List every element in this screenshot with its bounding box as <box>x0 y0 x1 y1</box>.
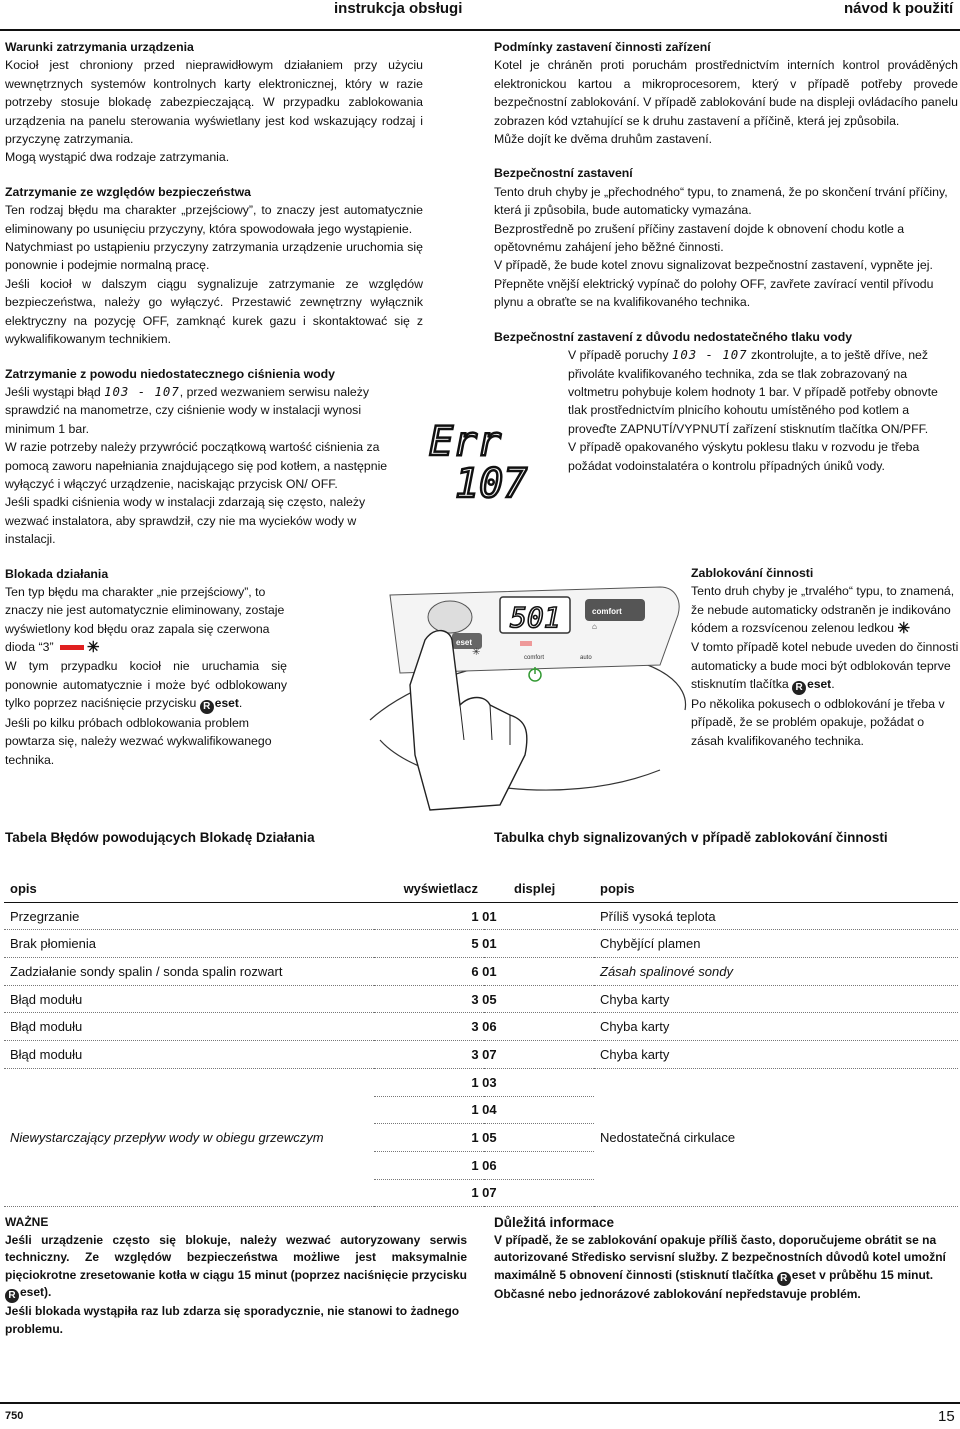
cz-paragraph: V tomto případě kotel nebude uveden do činnosti automaticky a bude moci být odblokován teprve stisknutím tlačítka <box>691 640 959 691</box>
pl-table-title: Tabela Błędów powodujących Blokadę Działania <box>5 830 315 845</box>
pl-paragraph: Natychmiast po ustąpieniu przyczyny zatrzymania urządzenie uruchomia się ponownie i podejmie normalną pracę. <box>5 240 423 273</box>
error-table-wrapper <box>4 875 958 1207</box>
cz-paragraph: V případě poruchy <box>568 348 669 363</box>
table-header: opis <box>4 875 374 902</box>
pl-section-title: Zatrzymanie z powodu niedostatecznego ciśnienia wody <box>5 366 336 381</box>
table-header: wyświetlacz <box>374 875 484 902</box>
pl-section-lockout: Blokada działania Ten typ błędu ma charakter „nie przejściowy”, to znaczy nie jest automatycznie eliminowany, zostaje wyświetlony kod błędu oraz zapala się czerwona dioda “3” ✳ W tym przypadku kocioł nie uruchamia się ponownie automatycznie i może być odblokowany tylko poprzez naciśnięcie przycisku R eset. Jeśli po kilku próbach odblokowania problem powtarza się, należy wezwać wykwalifikowanego technika. <box>5 565 287 770</box>
header-title-cz: návod k použití <box>844 0 954 17</box>
pl-section-title: Blokada działania <box>5 566 109 581</box>
cz-paragraph: Po několika pokusech o odblokování je třeba v případě, že se problém opakuje, požádat o zásah kvalifikovaného technika. <box>691 696 945 748</box>
model-number: 750 <box>5 1410 24 1422</box>
cz-section-safety <box>494 164 958 311</box>
cz-paragraph: Tento druh chyby je „trvalého“ typu, to znamená, že nebude automaticky odstraněn je indikováno kódem a rozsvícenou zelenou ledkou <box>691 584 955 636</box>
reset-icon: R eset <box>777 1267 816 1286</box>
pl-paragraph: W razie potrzeby należy przywrócić początkową wartość ciśnienia za pomocą zaworu napełniania znajdującego się pod kotłem, a następnie wyłączyć i włączyć urządzenie, naciskając przycisk ON/ OFF. <box>5 440 388 491</box>
panel-reset-label: eset <box>456 638 473 647</box>
cz-note-text: Občasné nebo jednorázové zablokování nepředstavuje problém. <box>494 1286 861 1301</box>
error-code-range: 103 - 107 <box>104 384 180 399</box>
cz-section-title: Zablokování činnosti <box>691 566 814 580</box>
table-row: Błąd modułu 3 06 Chyba karty <box>4 1013 958 1041</box>
pl-section-conditions <box>5 38 423 167</box>
table-row: 1 04 <box>4 1096 958 1124</box>
cz-important-note: Důležitá informace V případě, že se zablokování opakuje příliš často, doporučujeme obrátit se na autorizované Středisko servisní služby. Z bezpečnostních důvodů kotel umožní maximálně 5 obnovení činnosti (stisknutí tlačítka R eset v průběhu 15 minut. Občasné nebo jednorázové zablokování nepředstavuje problém. <box>494 1214 956 1303</box>
cz-note-text: V případě, že se zablokování opakuje příliš často, doporučujeme obrátit se na autorizované Středisko servisní služby. Z bezpečnostních důvodů kotel umožní maximálně 5 obnovení činnosti (stisknutí tlačítka <box>494 1232 946 1282</box>
cz-paragraph: Může dojít ke dvěma druhům zastavení. <box>494 132 713 147</box>
panel-display-code: 501 <box>510 601 561 634</box>
pl-paragraph: Jeśli kocioł w dalszym ciągu sygnalizuje zatrzymanie ze względów bezpieczeństwa, należy go wyłączyć. Przestawić zewnętrzny wyłącznik elektryczny na pozycję OFF, zamknąć kurek gazu i skontaktować się z wykwalifikowanym technikiem. <box>5 276 423 347</box>
cz-section-title: Podmínky zastavení činnosti zařízení <box>494 40 711 54</box>
cz-section-lockout: Zablokování činnosti Tento druh chyby je „trvalého“ typu, to znamená, že nebude automaticky odstraněn je indikováno kódem a rozsvícenou zelenou ledkou ✳ V tomto případě kotel nebude uveden do činnosti automaticky a bude moci být odblokován teprve stisknutím tlačítka R eset. Po několika pokusech o odblokování je třeba v případě, že se problém opakuje, požádat o zásah kvalifikovaného technika. <box>691 564 959 750</box>
table-group-popis: Nedostatečná cirkulace <box>594 1068 958 1206</box>
pl-section-title: Warunki zatrzymania urządzenia <box>5 40 194 54</box>
reset-icon: R eset <box>5 1284 44 1303</box>
pl-paragraph: Jeśli spadki ciśnienia wody w instalacji zdarzają się często, należy wezwać instalatora, aby sprawdził, czy nie ma wycieków wody w instalacji. <box>5 495 366 547</box>
error-display-illustration <box>425 415 550 505</box>
cz-paragraph: zkontrolujte, a to ještě dříve, než přivoláte kvalifikovaného technika, zda se tlak zobrazovaný na voltmetru pohybuje kolem hodnoty 1 bar. V případě potřeby obnovte tlak prostřednictvím plnicího kohoutu umístěného pod kotlem a proveďte ZAPNUTÍ/VYPNUTÍ zařízení stisknutím tlačítka ON/PFF. <box>568 348 938 436</box>
cz-section-title: Bezpečnostní zastavení <box>494 166 633 181</box>
pl-paragraph: Kocioł jest chroniony przed nieprawidłowym działaniem przy użyciu wewnętrznych systemów kontrolnych karty elektronicznej, który w razie potrzeby stosuje blokadę zabezpieczającą. W przypadku zablokowania urządzenia na panelu sterowania wyświetlany jest kod wskazujący rodzaj i przyczynę zatrzymania. <box>5 58 423 147</box>
pl-section-title: Zatrzymanie ze względów bezpieczeństwa <box>5 184 252 199</box>
display-err-text: Err <box>429 419 502 465</box>
cz-table-title: Tabulka chyb signalizovaných v případě zablokování činnosti <box>494 830 888 845</box>
reset-icon: R eset <box>200 694 239 714</box>
error-table <box>4 875 958 1207</box>
table-row: Brak płomienia 5 01 Chybějící plamen <box>4 930 958 958</box>
pl-paragraph: W tym przypadku kocioł nie uruchamia się ponownie automatycznie i może być odblokowany tylko poprzez naciśnięcie przycisku <box>5 659 287 710</box>
table-row: Błąd modułu 3 05 Chyba karty <box>4 985 958 1013</box>
red-led-icon <box>60 645 84 650</box>
pl-note-text: Jeśli blokada wystąpiła raz lub zdarza się sporadycznie, nie stanowi to żadnego problemu. <box>5 1304 460 1336</box>
table-row: 1 06 <box>4 1151 958 1179</box>
cz-section-conditions <box>494 38 958 148</box>
display-code-text: 107 <box>455 461 528 505</box>
pl-paragraph: Ten typ błędu ma charakter „nie przejściowy”, to znaczy nie jest automatycznie eliminowany, zostaje wyświetlony kod błędu oraz zapala się czerwona dioda “3” <box>5 584 285 655</box>
table-row: 1 07 <box>4 1179 958 1207</box>
page-number: 15 <box>938 1408 955 1425</box>
footer-rule <box>0 1402 960 1404</box>
cz-section-pressure <box>494 328 958 475</box>
reset-burst-icon: ✳ <box>86 638 100 656</box>
table-header-row <box>4 875 958 902</box>
pl-paragraph: Jeśli wystąpi błąd <box>5 384 101 399</box>
pl-section-safety <box>5 183 423 349</box>
pl-paragraph: Mogą wystąpić dwa rodzaje zatrzymania. <box>5 150 230 165</box>
pl-section-pressure <box>5 365 395 549</box>
error-code-range: 103 - 107 <box>671 348 748 363</box>
pl-paragraph: Ten rodzaj błędu ma charakter „przejściowy”, to znaczy jest automatycznie eliminowany po usunięciu przyczyny, która spowodowała jego wystąpienie. <box>5 203 423 236</box>
table-row: Niewystarczający przepływ wody w obiegu grzewczym 1 03 Nedostatečná cirkulace <box>4 1068 958 1096</box>
pl-paragraph: Jeśli po kilku próbach odblokowania problem powtarza się, należy wezwać wykwalifikowanego technika. <box>5 715 272 767</box>
table-row: Błąd modułu 3 07 Chyba karty <box>4 1041 958 1069</box>
cz-paragraph: V případě, že bude kotel znovu signalizovat bezpečnostní zastavení, vypněte jej. Přepněte vnější elektrický vypínač do polohy OFF, zavřete zavírací ventil přívodu plynu a obraťte se na kvalifikovaného technika. <box>494 258 934 310</box>
header-title-pl: instrukcja obsługi <box>334 0 463 17</box>
cz-note-title: Důležitá informace <box>494 1215 615 1230</box>
svg-text:✳: ✳ <box>472 647 481 658</box>
table-row: Przegrzanie 1 01 Příliš vysoká teplota <box>4 902 958 930</box>
table-header: popis <box>594 875 958 902</box>
panel-comfort-label: comfort <box>524 655 545 661</box>
header-rule <box>0 29 960 31</box>
cz-column <box>494 38 958 491</box>
pl-paragraph: , przed wezwaniem serwisu należy sprawdzić na manometrze, czy ciśnienie wody w instalacji wynosi minimum 1 bar. <box>5 384 370 436</box>
table-header: displej <box>484 875 594 902</box>
cz-paragraph: Bezprostředně po zrušení příčiny zastavení dojde k obnovení chodu kotle a opětovnému zahájení jeho běžné činnosti. <box>494 221 905 255</box>
table-group-opis: Niewystarczający przepływ wody w obiegu grzewczym <box>4 1068 374 1206</box>
control-panel-illustration <box>360 555 690 815</box>
pl-important-note: WAŻNE Jeśli urządzenie często się blokuje, należy wezwać autoryzowany serwis techniczny. Ze względów bezpieczeństwa możliwe jest maksymalnie pięciokrotne zresetowanie kotła w ciągu 15 minut (poprzez naciśnięcie przycisku R eset). Jeśli blokada wystąpiła raz lub zdarza się sporadycznie, nie stanowi to żadnego problemu. <box>5 1214 467 1338</box>
cz-paragraph: Kotel je chráněn proti poruchám prostřednictvím interních kontrol prováděných elektronickou kartou a mikroprocesorem, který v případě potřeby provede bezpečnostní zablokování. V případě zablokování bude na displeji ovládacího panelu zobrazen kód vztahující se k druhu zastavení a příčině, která jej způsobila. <box>494 58 958 128</box>
cz-section-title: Bezpečnostní zastavení z důvodu nedostatečného tlaku vody <box>494 329 853 344</box>
cz-paragraph: V případě opakovaného výskytu poklesu tlaku v rozvodu je třeba požádat vodoinstalatéra o kontrolu případných úniků vody. <box>568 440 920 473</box>
home-icon: ⌂ <box>592 622 597 631</box>
pl-note-text: Jeśli urządzenie często się blokuje, należy wezwać autoryzowany serwis techniczny. Ze względów bezpieczeństwa możliwe jest maksymalnie pięciokrotne zresetowanie kotła w ciągu 15 minut (poprzez naciśnięcie przycisku <box>5 1232 467 1282</box>
reset-burst-icon: ✳ <box>897 619 911 637</box>
table-row: Zadziałanie sondy spalin / sonda spalin rozwart 6 01 Zásah spalinové sondy <box>4 958 958 986</box>
panel-auto-label: auto <box>580 655 592 661</box>
cz-paragraph: Tento druh chyby je „přechodného“ typu, to znamená, že po skončení trvání příčiny, která ji způsobila, bude automaticky vymazána. <box>494 184 948 218</box>
reset-icon: R eset <box>792 675 831 695</box>
pl-note-title: WAŻNE <box>5 1215 49 1229</box>
comfort-button-label: comfort <box>592 607 622 616</box>
table-row: 1 05 <box>4 1124 958 1152</box>
